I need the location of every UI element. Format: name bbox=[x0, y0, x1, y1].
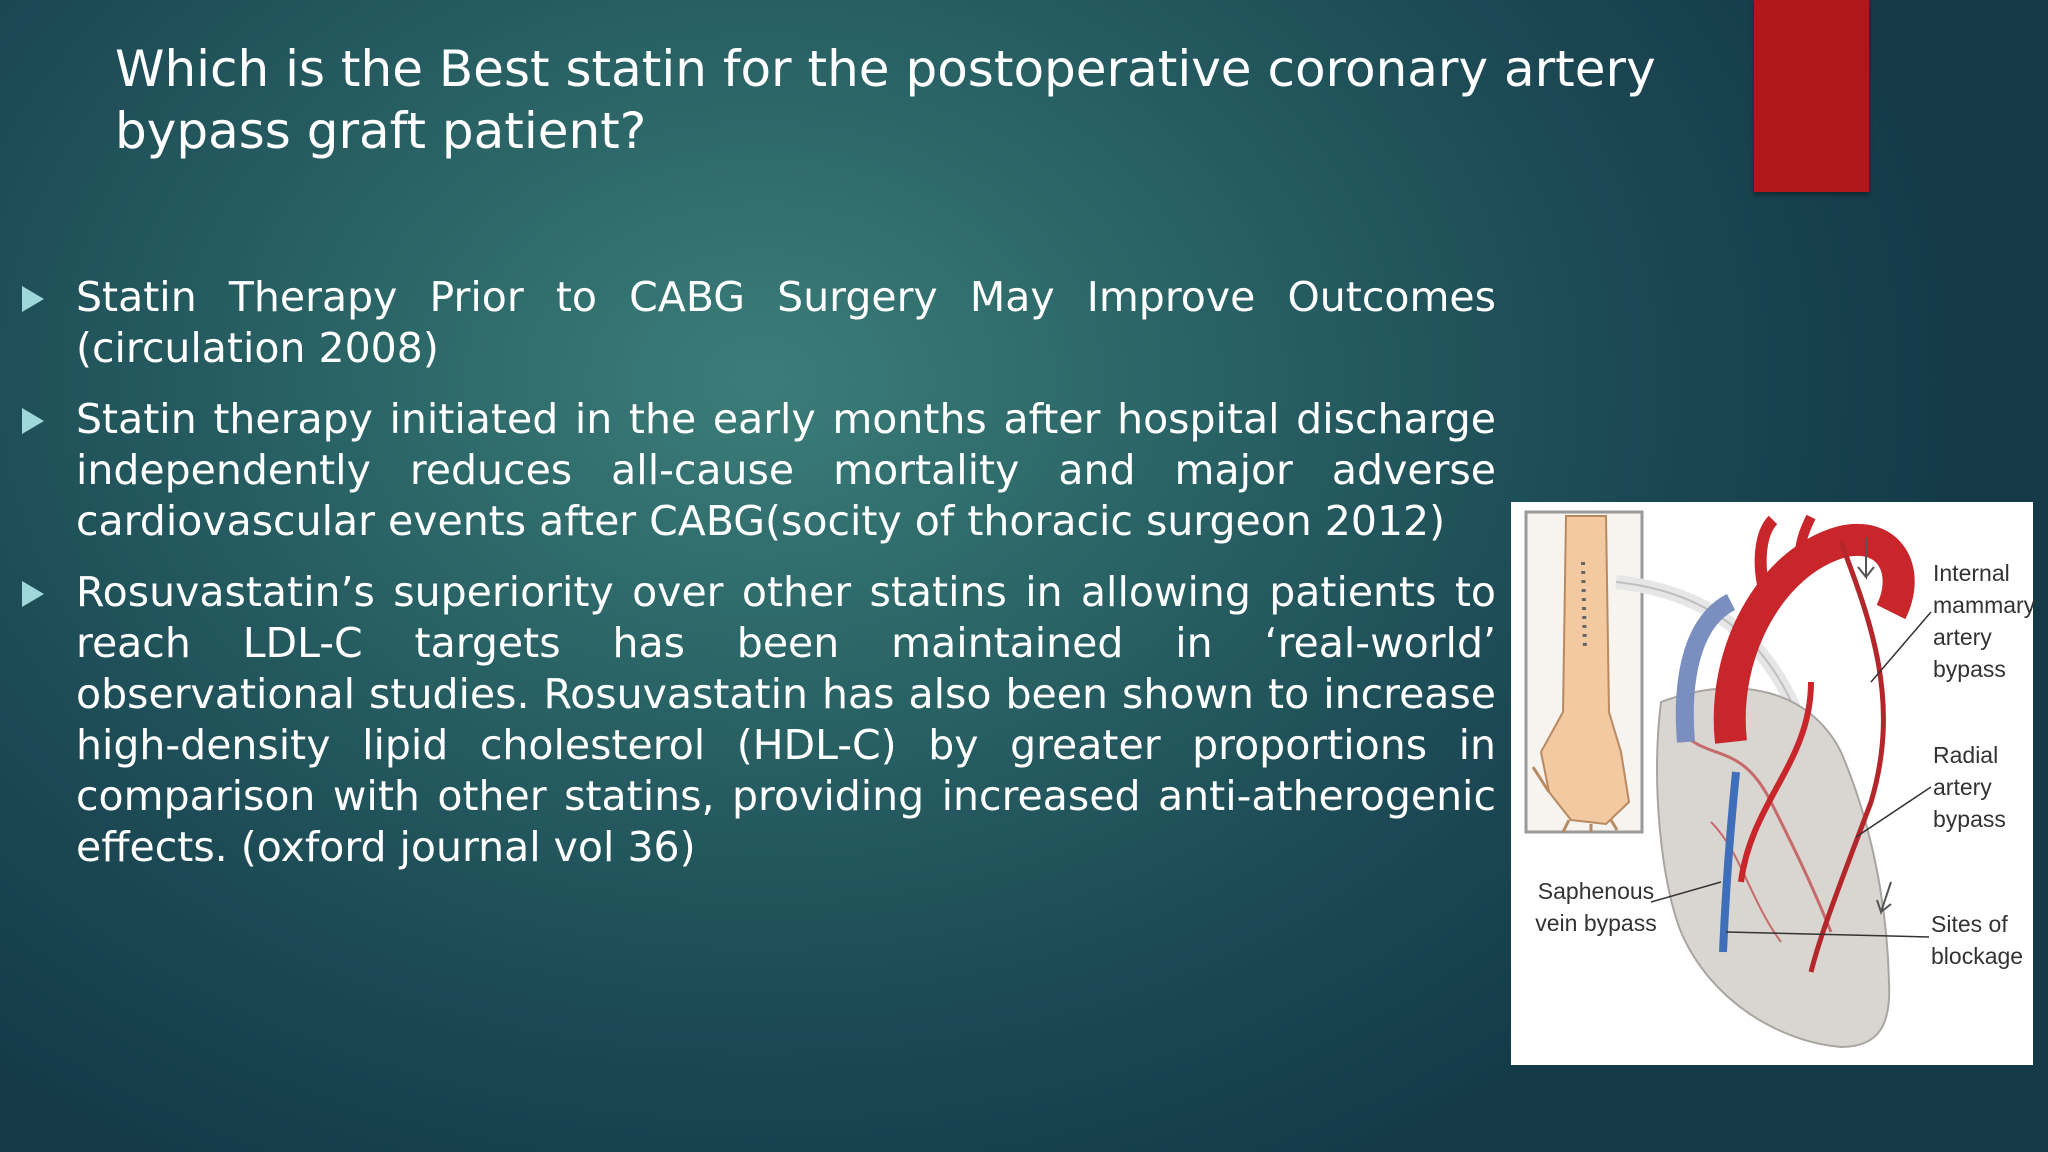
triangle-bullet-icon bbox=[22, 286, 44, 312]
bullet-text: Rosuvastatin’s superiority over other statins in allowing patients to reach LDL-C targets has been maintained in ‘real-world’ observational studies. Rosuvastatin has also been shown to increase high-density lipid cholesterol (HDL-C) by greater proportions in comparison with other statins, providing increased anti-atherogenic effects. (oxford journal vol 36) bbox=[76, 568, 1496, 871]
bullet-item bbox=[20, 567, 1496, 873]
triangle-bullet-icon bbox=[22, 581, 44, 607]
label-saphenous: Saphenous vein bypass bbox=[1535, 878, 1657, 936]
triangle-bullet-icon bbox=[22, 408, 44, 434]
bullet-item bbox=[20, 272, 1496, 374]
label-internal-mammary: Internal mammary artery bypass bbox=[1933, 560, 2036, 682]
label-radial: Radial artery bypass bbox=[1933, 742, 2006, 832]
cabg-illustration bbox=[1511, 502, 2036, 1065]
bullet-item bbox=[20, 394, 1496, 547]
bullet-text: Statin Therapy Prior to CABG Surgery May Improve Outcomes (circulation 2008) bbox=[76, 273, 1496, 372]
bullet-list bbox=[20, 272, 1496, 893]
slide-title: Which is the Best statin for the postoperative coronary artery bypass graft patient? bbox=[115, 40, 1656, 160]
label-sites-of-blockage: Sites of blockage bbox=[1931, 911, 2024, 969]
bullet-text: Statin therapy initiated in the early months after hospital discharge independently reduces all-cause mortality and major adverse cardiovascular events after CABG(socity of thoracic surgeon 2012) bbox=[76, 395, 1496, 545]
accent-bar bbox=[1754, 0, 1869, 192]
